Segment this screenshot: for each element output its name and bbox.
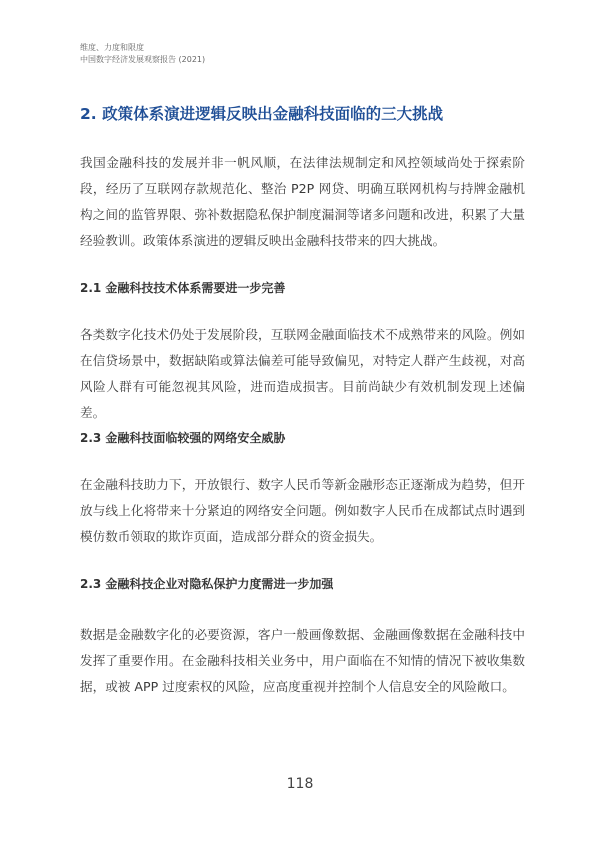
header-line-1: 维度、力度和限度 [80,43,144,52]
subsection-heading-1: 2.1 金融科技技术体系需要进一步完善 [80,281,286,295]
page-number: 118 [286,776,314,792]
subsection-heading-2: 2.3 金融科技面临较强的网络安全威胁 [80,431,286,445]
intro-paragraph: 我国金融科技的发展并非一帆风顺，在法律法规制定和风控领域尚处于探索阶段，经历了互联网存款规范化、整治 P2P 网贷、明确互联网机构与持牌金融机构之间的监管界限、弥补数据隐私保护制度漏洞等诸多问题和改进，积累了大量经验教训。政策体系演进的逻辑反映出金融科技带来的四大挑战。 [80,155,525,248]
subsection-body-3: 数据是金融数字化的必要资源，客户一般画像数据、金融画像数据在金融科技中发挥了重要作用。在金融科技相关业务中，用户面临在不知情的情况下被收集数据，或被 APP 过度索权的风险，应高度重视并控制个人信息安全的风险敞口。 [80,627,525,694]
subsection-body-1: 各类数字化技术仍处于发展阶段，互联网金融面临技术不成熟带来的风险。例如在信贷场景中，数据缺陷或算法偏差可能导致偏见，对特定人群产生歧视，对高风险人群有可能忽视其风险，进而造成损害。目前尚缺少有效机制发现上述偏差。 [80,327,525,420]
running-header [80,42,205,66]
section-title: 2. 政策体系演进逻辑反映出金融科技面临的三大挑战 [80,105,444,123]
subsection-body-2: 在金融科技助力下，开放银行、数字人民币等新金融形态正逐渐成为趋势，但开放与线上化将带来十分紧迫的网络安全问题。例如数字人民币在成都试点时遇到模仿数币领取的欺诈页面，造成部分群众的资金损失。 [80,477,525,544]
subsection-heading-3: 2.3 金融科技企业对隐私保护力度需进一步加强 [80,577,334,591]
header-line-2: 中国数字经济发展观察报告 (2021) [80,55,206,64]
